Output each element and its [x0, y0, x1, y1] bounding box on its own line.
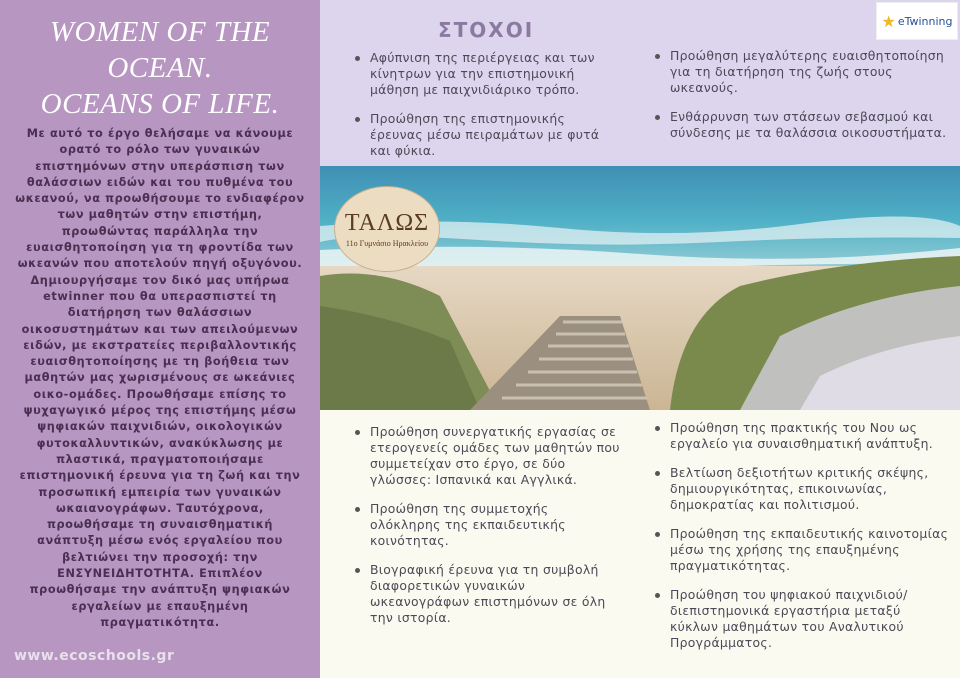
- star-icon: ★: [881, 11, 896, 31]
- etwinning-logo: [876, 2, 958, 40]
- list-item: Προώθηση της εκπαιδευτικής καινοτομίας μέσω της χρήσης της επαυξημένης πραγματικότητας.: [652, 526, 950, 574]
- title-line: OCEANS OF LIFE.: [40, 88, 280, 120]
- goals-list-bottom-left: [352, 424, 620, 639]
- goals-list-bottom-right: [652, 420, 950, 664]
- school-logo-title: ΤΑΛΩΣ: [344, 210, 430, 236]
- list-item: Προώθηση της επιστημονικής έρευνας μέσω πειραμάτων με φυτά και φύκια.: [352, 111, 622, 159]
- list-item: Αφύπνιση της περιέργειας και των κίνητρων για την επιστημονική μάθηση με παιχνιδιάρικο τρόπο.: [352, 50, 622, 98]
- goals-list-top-left: [352, 50, 622, 172]
- goals-heading: ΣΤΟΧΟΙ: [438, 18, 535, 42]
- list-item: Βιογραφική έρευνα για τη συμβολή διαφορετικών γυναικών ωκεανογράφων επιστημόνων σε όλη την ιστορία.: [352, 562, 620, 626]
- goals-list-top-right: [652, 48, 950, 154]
- title-line: OCEAN.: [107, 52, 213, 84]
- list-item: Προώθηση της πρακτικής του Νου ως εργαλείο για συναισθηματική ανάπτυξη.: [652, 420, 950, 452]
- list-item: Προώθηση του ψηφιακού παιχνιδιού/διεπιστημονικά εργαστήρια μεταξύ κύκλων μαθημάτων του Αναλυτικού Προγράμματος.: [652, 587, 950, 651]
- list-item: Βελτίωση δεξιοτήτων κριτικής σκέψης, δημιουργικότητας, επικοινωνίας, δημοκρατίας και πολιτισμού.: [652, 465, 950, 513]
- project-description: Με αυτό το έργο θελήσαμε να κάνουμε ορατό το ρόλο των γυναικών επιστημόνων στην υπεράσπιση των θαλάσσιων ειδών και του πυθμένα του ωκεανού, να προωθήσουμε το ενδιαφέρον των μαθητών στην επιστήμη, προωθώντας παράλληλα την ευαισθητοποίηση για τη φροντίδα των ωκεανών που αποτελούν πηγή οξυγόνου. Δημιουργήσαμε τον δικό μας υπήρωα etwinner που θα υπερασπιστεί τη διατήρηση των θαλάσσιων οικοσυστημάτων και των απειλούμενων ειδών, με εκστρατείες περιβαλλοντικής ευαισθητοποίησης με τη βοήθεια των μαθητών μας χωρισμένους σε ωκεάνιες οικο-ομάδες. Προωθήσαμε επίσης το ψυχαγωγικό μέρος της επιστήμης μέσω ψηφιακών παιχνιδιών, οικολογικών φυτοκαλλυντικών, ανακύκλωσης με πλαστικά, πραγματοποιήσαμε επιστημονική έρευνα για τη ζωή και την προσωπική εμπειρία των γυναικών ωκαιανογράφων. Ταυτόχρονα, προωθήσαμε τη συναισθηματική ανάπτυξη μέσω ενός εργαλείου που βελτιώνει την προσοχή: την ΕΝΣΥΝΕΙΔΗΤΟΤΗΤΑ. Επιπλέον προωθήσαμε την ανάπτυξη ψηφιακών εργαλείων με επαυξημένη πραγματικότητα.: [15, 127, 305, 629]
- list-item: Ενθάρρυνση των στάσεων σεβασμού και σύνδεσης με τα θαλάσσια οικοσυστήματα.: [652, 109, 950, 141]
- website-watermark: www.ecoschools.gr: [14, 648, 175, 664]
- etwinning-logo-text: eTwinning: [897, 14, 953, 28]
- school-logo-badge: [334, 186, 440, 272]
- list-item: Προώθηση συνεργατικής εργασίας σε ετερογενείς ομάδες των μαθητών που συμμετείχαν στο έργο, σε δύο γλώσσες: Ισπανικά και Αγγλικά.: [352, 424, 620, 488]
- list-item: Προώθηση μεγαλύτερης ευαισθητοποίηση για τη διατήρηση της ζωής στους ωκεανούς.: [652, 48, 950, 96]
- left-panel: [0, 0, 320, 678]
- list-item: Προώθηση της συμμετοχής ολόκληρης της εκπαιδευτικής κοινότητας.: [352, 501, 620, 549]
- title-line: WOMEN OF THE: [49, 16, 271, 48]
- poster-title: [0, 14, 320, 122]
- school-logo-subtitle: 11ο Γυμνάσιο Ηρακλείου: [345, 239, 429, 248]
